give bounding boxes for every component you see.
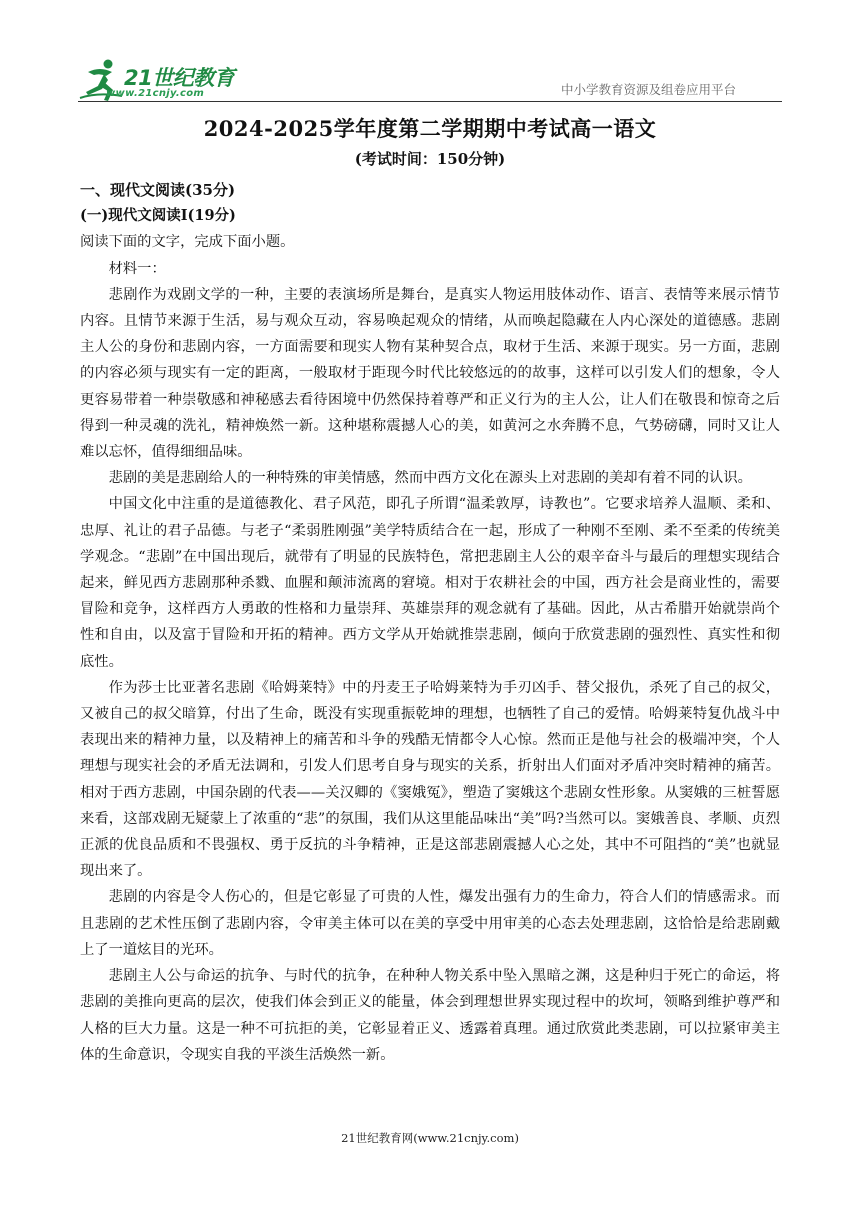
site-logo	[78, 58, 248, 102]
header-divider	[78, 101, 782, 102]
paragraph: 悲剧作为戏剧文学的一种，主要的表演场所是舞台，是真实人物运用肢体动作、语言、表情等来展示情节内容。且情节来源于生活，易与观众互动，容易唤起观众的情绪，从而唤起隐藏在人内心深处的道德感。悲剧主人公的身份和悲剧内容，一方面需要和现实人物有某种契合点，取材于生活、来源于现实。另一方面，悲剧的内容必须与现实有一定的距离，一般取材于距现今时代比较悠远的的故事，这样可以引发人们的想象，令人更容易带着一种崇敬感和神秘感去看待困境中仍然保持着尊严和正义行为的主人公，让人们在敬畏和惊奇之后得到一种灵魂的洗礼，精神焕然一新。这种堪称震撼人心的美，如黄河之水奔腾不息，气势磅礴，同时又让人难以忘怀，值得细细品味。	[80, 286, 780, 461]
exam-title: 2024-2025学年度第二学期期中考试高一语文	[203, 116, 657, 141]
paragraph: 悲剧的内容是令人伤心的，但是它彰显了可贵的人性，爆发出强有力的生命力，符合人们的情感需求。而且悲剧的艺术性压倒了悲剧内容，令审美主体可以在美的享受中用审美的心态去处理悲剧，这恰恰是给悲剧戴上了一道炫目的光环。	[80, 889, 780, 958]
paragraph: 悲剧的美是悲剧给人的一种特殊的审美情感，然而中西方文化在源头上对悲剧的美却有着不同的认识。	[108, 470, 752, 487]
logo-url-text: www.21cnjy.com	[106, 88, 205, 99]
page-footer: 21世纪教育网(www.21cnjy.com)	[341, 1131, 519, 1145]
document-body	[80, 177, 780, 1068]
paragraph: 作为莎士比亚著名悲剧《哈姆莱特》中的丹麦王子哈姆莱特为手刃凶手、替父报仇，杀死了自己的叔父，又被自己的叔父暗算，付出了生命，既没有实现重振乾坤的理想，也牺牲了自己的爱情。哈姆莱特复仇战斗中表现出来的精神力量，以及精神上的痛苦和斗争的残酷无情都令人心惊。然而正是他与社会的极端冲突，个人理想与现实社会的矛盾无法调和，引发人们思考自身与现实的关系，折射出人们面对矛盾冲突时精神的痛苦。相对于西方悲剧，中国杂剧的代表——关汉卿的《窦娥冤》，塑造了窦娥这个悲剧女性形象。从窦娥的三桩誓愿来看，这部戏剧无疑蒙上了浓重的“悲”的氛围，我们从这里能品味出“美”吗?当然可以。窦娥善良、孝顺、贞烈正派的优良品质和不畏强权、勇于反抗的斗争精神，正是这部悲剧震撼人心之处，其中不可阻挡的“美”也就显现出来了。	[80, 679, 780, 880]
subsection-heading: (一)现代文阅读Ⅰ(19分)	[80, 207, 236, 225]
exam-time: (考试时间：150分钟)	[354, 150, 506, 168]
platform-label: 中小学教育资源及组卷应用平台	[560, 82, 736, 97]
section-heading: 一、现代文阅读(35分)	[80, 181, 236, 199]
paragraph: 悲剧主人公与命运的抗争、与时代的抗争，在种种人物关系中坠入黑暗之渊，这是种归于死亡的命运，将悲剧的美推向更高的层次，使我们体会到正义的能量，体会到理想世界实现过程中的坎坷，领略到维护尊严和人格的巨大力量。这是一种不可抗拒的美，它彰显着正义、透露着真理。通过欣赏此类悲剧，可以拉紧审美主体的生命意识，令现实自我的平淡生活焕然一新。	[80, 968, 780, 1063]
instruction-text: 阅读下面的文字，完成下面小题。	[80, 234, 295, 251]
paragraph: 中国文化中注重的是道德教化、君子风范，即孔子所谓“温柔敦厚，诗教也”。它要求培养人温顺、柔和、忠厚、礼让的君子品德。与老子“柔弱胜刚强”美学特质结合在一起，形成了一种刚不至刚、柔不至柔的传统美学观念。“悲剧”在中国出现后，就带有了明显的民族特色，常把悲剧主人公的艰辛奋斗与最后的理想实现结合起来，鲜见西方悲剧那种杀戮、血腥和颠沛流离的窘境。相对于农耕社会的中国，西方社会是商业性的，需要冒险和竞争，这样西方人勇敢的性格和力量崇拜、英雄崇拜的观念就有了基础。因此，从古希腊开始就崇尚个性和自由，以及富于冒险和开拓的精神。西方文学从开始就推崇悲剧，倾向于欣赏悲剧的强烈性、真实性和彻底性。	[80, 496, 780, 670]
logo-brand-text: 21世纪教育	[124, 66, 235, 90]
material-label: 材料一：	[108, 260, 166, 277]
